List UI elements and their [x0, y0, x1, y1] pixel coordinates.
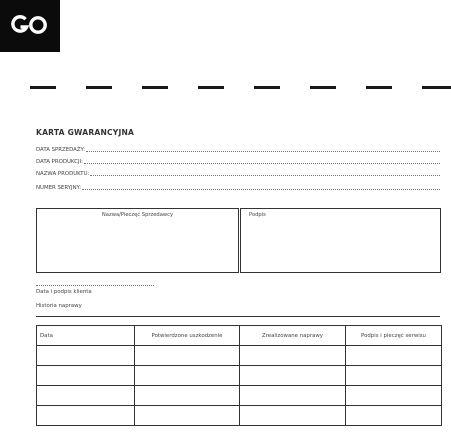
dotted-line — [90, 175, 440, 176]
field-label: NAZWA PRODUKTU: — [36, 171, 90, 177]
table-cell[interactable] — [37, 406, 135, 426]
column-header-repairs-done: Zrealizowane naprawy — [240, 326, 346, 346]
table-cell[interactable] — [240, 366, 346, 386]
table-row — [37, 386, 442, 406]
decorative-dashed-line — [30, 86, 451, 91]
column-header-confirmed-damage: Potwierdzone uszkodzenie — [135, 326, 240, 346]
seller-stamp-caption: Nazwa/Pieczęć Sprzedawcy — [101, 212, 174, 218]
brand-logo — [0, 0, 60, 52]
production-date-field[interactable] — [36, 155, 440, 165]
dotted-line — [86, 151, 440, 152]
table-row — [37, 346, 442, 366]
column-header-service-signature: Podpis i pieczęć serwisu — [346, 326, 442, 346]
go-logo-icon — [10, 13, 50, 39]
client-signature-line[interactable] — [36, 285, 154, 286]
repair-history-table — [36, 325, 442, 426]
serial-number-field[interactable] — [36, 181, 440, 191]
client-signature-caption: Data i podpis klienta — [36, 289, 92, 295]
seller-stamp-box[interactable] — [36, 208, 239, 273]
table-header-row — [37, 326, 442, 346]
table-row — [37, 366, 442, 386]
column-header-date: Data — [37, 326, 135, 346]
table-cell[interactable] — [240, 406, 346, 426]
table-cell[interactable] — [37, 386, 135, 406]
table-cell[interactable] — [135, 346, 240, 366]
table-cell[interactable] — [240, 386, 346, 406]
field-label: DATA PRODUKCJI: — [36, 159, 83, 165]
table-cell[interactable] — [240, 346, 346, 366]
dotted-line — [82, 189, 440, 190]
signature-caption: Podpis — [249, 212, 266, 218]
field-label: DATA SPRZEDAŻY: — [36, 147, 85, 153]
document-title: KARTA GWARANCYJNA — [36, 128, 135, 137]
table-cell[interactable] — [135, 366, 240, 386]
repair-history-caption: Historia naprawy — [36, 303, 82, 309]
table-cell[interactable] — [346, 346, 442, 366]
table-row — [37, 406, 442, 426]
table-cell[interactable] — [37, 366, 135, 386]
table-cell[interactable] — [346, 386, 442, 406]
product-name-field[interactable] — [36, 167, 440, 177]
dotted-line — [84, 163, 440, 164]
table-cell[interactable] — [37, 346, 135, 366]
table-cell[interactable] — [346, 406, 442, 426]
table-cell[interactable] — [346, 366, 442, 386]
table-cell[interactable] — [135, 386, 240, 406]
divider — [36, 316, 440, 317]
table-cell[interactable] — [135, 406, 240, 426]
signature-box[interactable] — [240, 208, 441, 273]
field-label: NUMER SERYJNY: — [36, 185, 82, 191]
sale-date-field[interactable] — [36, 143, 440, 153]
